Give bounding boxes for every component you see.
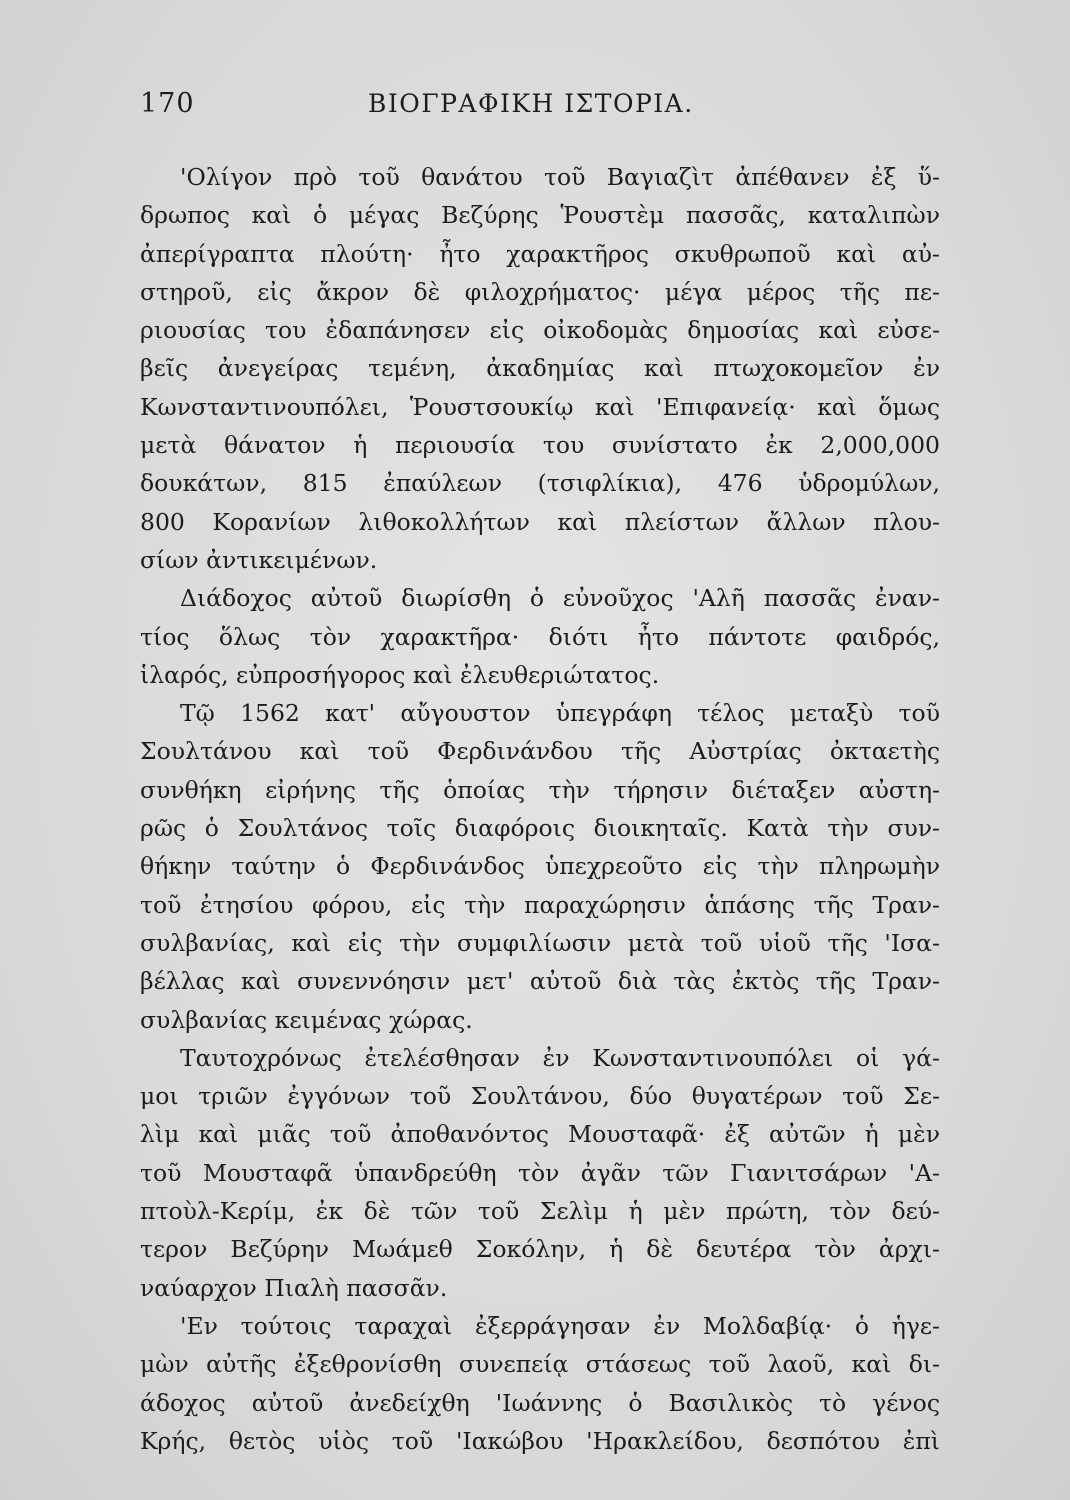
- body-text: [140, 158, 940, 1460]
- text-line: τοῦ ἐτησίου φόρου, εἰς τὴν παραχώρησιν ἁπάσης τῆς Τραν-: [140, 890, 940, 919]
- text-line: τερον Βεζύρην Μωάμεθ Σοκόλην, ἡ δὲ δευτέρα τὸν ἀρχι-: [140, 1235, 940, 1264]
- text-line: μοι τριῶν ἐγγόνων τοῦ Σουλτάνου, δύο θυγατέρων τοῦ Σε-: [140, 1082, 940, 1111]
- text-line: στηροῦ, εἰς ἄκρον δὲ φιλοχρήματος· μέγα μέρος τῆς πε-: [140, 277, 940, 306]
- text-line: θήκην ταύτην ὁ Φερδινάνδος ὑπεχρεοῦτο εἰς τὴν πληρωμὴν: [140, 852, 940, 881]
- text-line: δουκάτων, 815 ἐπαύλεων (τσιφλίκια), 476 ὑδρομύλων,: [140, 469, 940, 498]
- text-line: πτοὺλ-Κερίμ, ἐκ δὲ τῶν τοῦ Σελὶμ ἡ μὲν πρώτη, τὸν δεύ-: [140, 1197, 940, 1226]
- text-line: βέλλας καὶ συνεννόησιν μετ' αὐτοῦ διὰ τὰς ἐκτὸς τῆς Τραν-: [140, 967, 940, 996]
- text-line: Κωνσταντινουπόλει, Ῥουστσουκίῳ καὶ 'Επιφανείᾳ· καὶ ὅμως: [140, 392, 940, 421]
- text-line: δρωπος καὶ ὁ μέγας Βεζύρης Ῥουστὲμ πασσᾶς, καταλιπὼν: [140, 201, 940, 230]
- text-line: συνθήκη εἰρήνης τῆς ὁποίας τὴν τήρησιν διέταξεν αὐστη-: [140, 775, 940, 804]
- running-title: ΒΙΟΓΡΑΦΙΚΗ ΙΣΤΟΡΙΑ.: [368, 89, 694, 118]
- text-line: ριουσίας του ἐδαπάνησεν εἰς οἰκοδομὰς δημοσίας καὶ εὐσε-: [140, 316, 940, 345]
- text-line: συλβανίας, καὶ εἰς τὴν συμφιλίωσιν μετὰ τοῦ υἱοῦ τῆς 'Ισα-: [140, 928, 940, 957]
- text-line: σίων ἀντικειμένων.: [140, 545, 378, 574]
- text-line: μὼν αὐτῆς ἐξεθρονίσθη συνεπείᾳ στάσεως τοῦ λαοῦ, καὶ δι-: [140, 1350, 940, 1379]
- page-header: [140, 88, 940, 128]
- text-line: τίος ὅλως τὸν χαρακτῆρα· διότι ἦτο πάντοτε φαιδρός,: [140, 622, 940, 651]
- text-line: μετὰ θάνατον ἡ περιουσία του συνίστατο ἐκ 2,000,000: [140, 431, 940, 460]
- page-number: 170: [140, 88, 195, 119]
- text-line: συλβανίας κειμένας χώρας.: [140, 1005, 473, 1034]
- text-line: Τῷ 1562 κατ' αὔγουστον ὑπεγράφη τέλος μεταξὺ τοῦ: [180, 699, 940, 728]
- text-line: ρῶς ὁ Σουλτάνος τοῖς διαφόροις διοικηταῖς. Κατὰ τὴν συν-: [140, 814, 940, 843]
- text-line: 800 Κορανίων λιθοκολλήτων καὶ πλείστων ἄλλων πλου-: [140, 507, 940, 536]
- text-line: ναύαρχον Πιαλὴ πασσᾶν.: [140, 1273, 448, 1302]
- text-line: 'Εν τούτοις ταραχαὶ ἐξερράγησαν ἐν Μολδαβίᾳ· ὁ ἡγε-: [180, 1311, 940, 1340]
- text-line: βεῖς ἀνεγείρας τεμένη, ἀκαδημίας καὶ πτωχοκομεῖον ἐν: [140, 354, 940, 383]
- text-line: Διάδοχος αὐτοῦ διωρίσθη ὁ εὐνοῦχος 'Αλῆ πασσᾶς ἐναν-: [180, 584, 940, 613]
- text-line: Σουλτάνου καὶ τοῦ Φερδινάνδου τῆς Αὐστρίας ὀκταετὴς: [140, 737, 940, 766]
- text-line: ἀπερίγραπτα πλούτη· ἦτο χαρακτῆρος σκυθρωποῦ καὶ αὐ-: [140, 239, 940, 268]
- text-line: ἱλαρός, εὐπροσήγορος καὶ ἐλευθεριώτατος.: [140, 660, 660, 689]
- text-line: 'Ολίγον πρὸ τοῦ θανάτου τοῦ Βαγιαζὶτ ἀπέθανεν ἐξ ὕ-: [180, 163, 940, 191]
- text-line: τοῦ Μουσταφᾶ ὑπανδρεύθη τὸν ἀγᾶν τῶν Γιανιτσάρων 'Α-: [140, 1158, 940, 1187]
- text-line: Κρής, θετὸς υἱὸς τοῦ 'Ιακώβου 'Ηρακλείδου, δεσπότου ἐπὶ: [140, 1426, 940, 1455]
- text-line: λὶμ καὶ μιᾶς τοῦ ἀποθανόντος Μουσταφᾶ· ἐξ αὐτῶν ἡ μὲν: [140, 1120, 940, 1149]
- text-line: Ταυτοχρόνως ἐτελέσθησαν ἐν Κωνσταντινουπόλει οἱ γά-: [180, 1043, 940, 1072]
- text-line: άδοχος αὐτοῦ ἀνεδείχθη 'Ιωάννης ὁ Βασιλικὸς τὸ γένος: [140, 1388, 940, 1417]
